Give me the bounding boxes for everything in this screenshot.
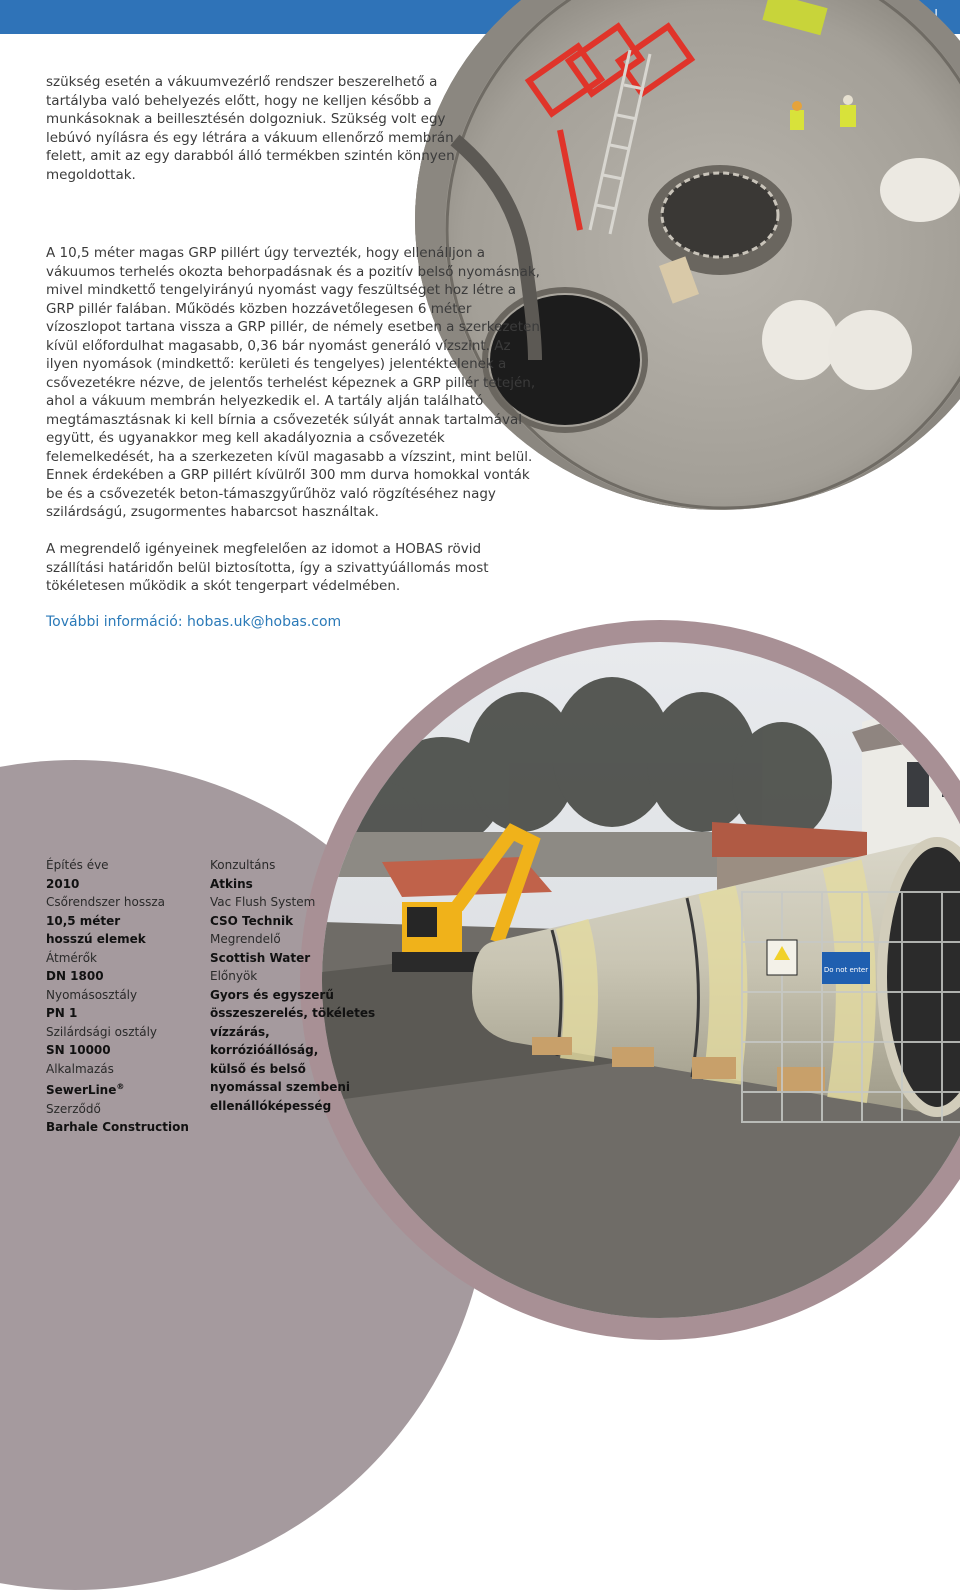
fact-label: Előnyök bbox=[210, 969, 258, 983]
fact-value: hosszú elemek bbox=[46, 932, 146, 946]
fact-value: Scottish Water bbox=[210, 950, 311, 965]
sign-text: Do not enter bbox=[823, 966, 869, 974]
fact-label: Alkalmazás bbox=[46, 1061, 114, 1076]
fact-value bbox=[46, 1078, 189, 1100]
fact-label: Vac Flush System bbox=[210, 895, 316, 909]
fact-value: PN 1 bbox=[46, 1006, 78, 1020]
fact-value: külső és belső bbox=[210, 1061, 306, 1076]
fact-label: Megrendelő bbox=[210, 932, 281, 946]
fact-value: Barhale Construction bbox=[46, 1120, 189, 1134]
fact-value: 10,5 méter bbox=[46, 913, 121, 928]
fact-value-text: SewerLine bbox=[46, 1083, 117, 1097]
fact-label: Csőrendszer hossza bbox=[46, 895, 166, 909]
fact-value: SN 10000 bbox=[46, 1043, 111, 1057]
fact-label: Építés éve bbox=[46, 858, 109, 872]
fact-value: vízzárás, bbox=[210, 1024, 270, 1039]
fact-label: Nyomásosztály bbox=[46, 987, 138, 1002]
registered-mark: ® bbox=[116, 1082, 125, 1091]
fact-value: CSO Technik bbox=[210, 913, 294, 928]
fact-label: Szerződő bbox=[46, 1101, 101, 1116]
facts-left-column bbox=[46, 856, 189, 1137]
fact-label: Konzultáns bbox=[210, 858, 276, 872]
facts-right-column bbox=[210, 856, 375, 1115]
fact-value: nyomással szembeni bbox=[210, 1080, 351, 1094]
fact-label: Átmérők bbox=[46, 950, 97, 965]
paragraph-1: szükség esetén a vákuumvezérlő rendszer beszerelhető a tartályba való behelyezés előtt, hogy ne kelljen később a munkásoknak a beillesztésén dolgozniuk. Szükség volt egy lebúvó nyílásra és egy létrára a vákuum ellenőrző membrán felett, amit az egy darabból álló termékben szintén könnyen megoldottak. bbox=[46, 74, 455, 183]
fact-value: 2010 bbox=[46, 876, 80, 891]
fact-value: összeszerelés, tökéletes bbox=[210, 1006, 376, 1020]
fact-value: Gyors és egyszerű bbox=[210, 987, 334, 1002]
fact-value: ellenállóképesség bbox=[210, 1098, 332, 1113]
fact-value: korrózióállóság, bbox=[210, 1043, 319, 1057]
more-info-link[interactable]: További információ: hobas.uk@hobas.com bbox=[46, 614, 342, 630]
fact-label: Szilárdsági osztály bbox=[46, 1024, 158, 1039]
pipe-photo bbox=[322, 642, 960, 1318]
fact-value: Atkins bbox=[210, 876, 253, 891]
fact-value: DN 1800 bbox=[46, 969, 104, 983]
pipe-illustration bbox=[322, 642, 960, 1318]
paragraph-2: A 10,5 méter magas GRP pillért úgy tervezték, hogy ellenálljon a vákuumos terhelés okozta behorpadásnak és a pozitív belső nyomásnak, mivel mindkettő tengelyirányú nyomást vagy feszültséget hoz létre a GRP pillér falában. Működés közben hozzávetőlegesen 6 méter vízoszlopot tartana vissza a GRP pillér, de némely esetben a szerkezeten kívül előfordulhat magasabb, 0,36 bár nyomást generáló vízszint. Az ilyen nyomások (mindkettő: kerületi és tengelyes) jelentéktelenek a csővezetékre nézve, de jelentős terhelést képeznek a GRP pillér tetején, ahol a vákuum membrán helyezkedik el. A tartály alján található megtámasztásnak ki kell bírnia a csővezeték súlyát annak tartalmával együtt, és ugyanakkor meg kell akadályoznia a csővezeték felemelkedését, ha a szerkezeten kívül magasabb a vízszint, mint belül. Ennek érdekében a GRP pillért kívülről 300 mm durva homokkal vonták be és a csővezeték beton-támaszgyűrűhöz való rögzítéséhez nagy szilárdságú, zsugormentes habarcsot használtak. bbox=[46, 245, 540, 520]
paragraph-3: A megrendelő igényeinek megfelelően az idomot a HOBAS rövid szállítási határidőn belül biztosította, így a szivattyúállomás most tökéletesen működik a skót tengerpart védelmében. bbox=[46, 541, 489, 594]
